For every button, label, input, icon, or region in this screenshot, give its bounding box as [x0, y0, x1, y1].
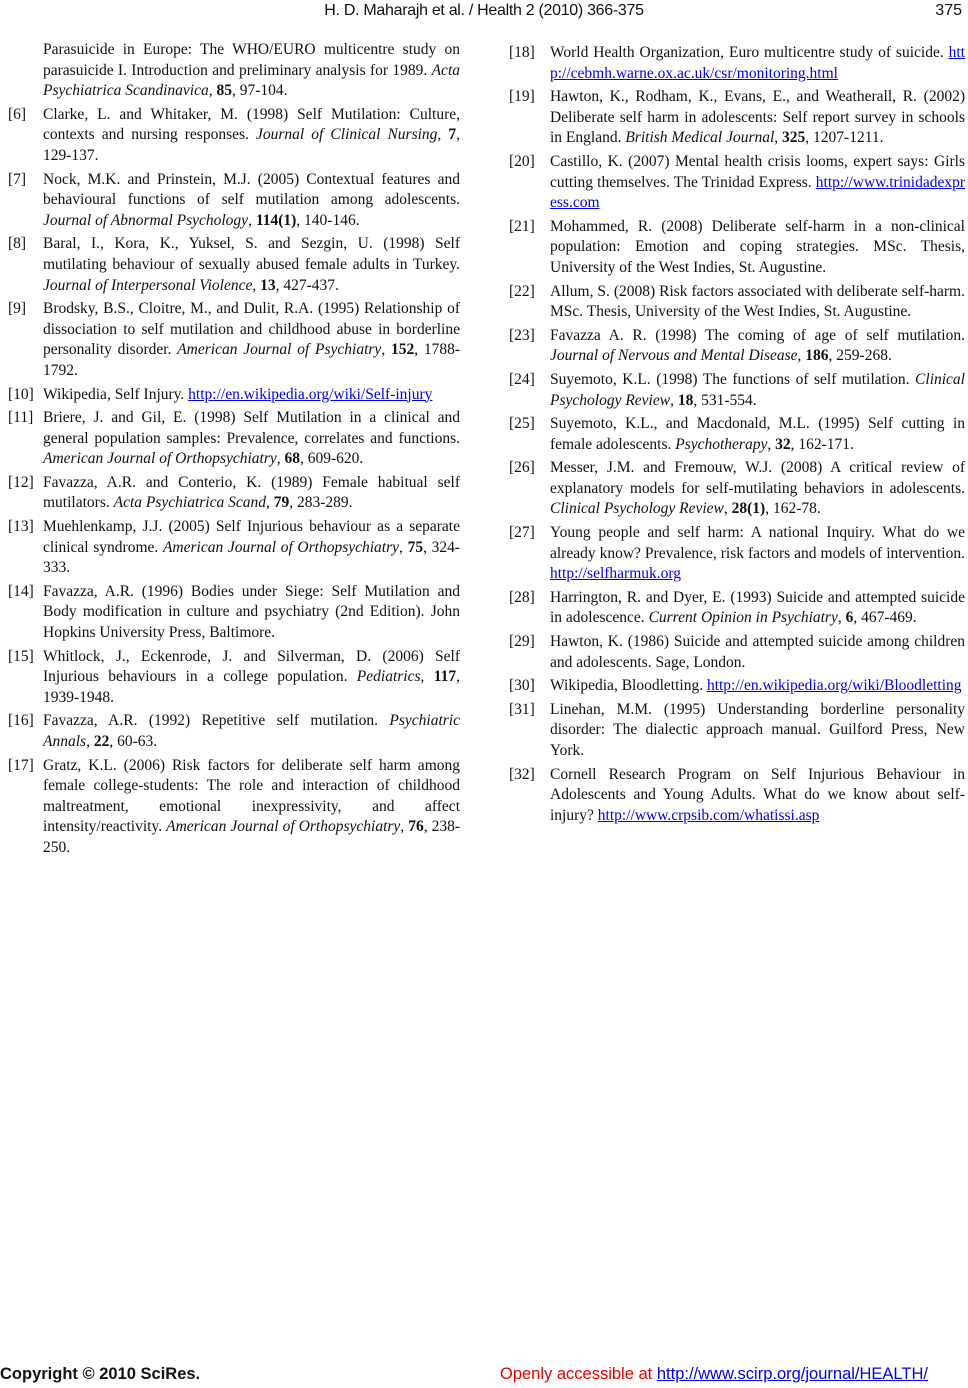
reference-number: [29] — [509, 633, 535, 651]
reference-item — [509, 152, 965, 214]
volume-number: 6 — [845, 609, 854, 627]
reference-item — [8, 385, 460, 406]
reference-text: Clarke, L. and Whitaker, M. (1998) Self Mutilation: Culture, contexts and nursing responses. — [43, 105, 460, 144]
journal-title: Journal of Nervous and Mental Disease — [550, 347, 798, 365]
journal-title: Clinical Psychology Review — [550, 500, 724, 518]
reference-item — [8, 473, 460, 514]
reference-text: , — [420, 668, 434, 686]
volume-number: 75 — [407, 538, 424, 556]
reference-text: , — [670, 391, 678, 409]
volume-number: 32 — [775, 435, 791, 453]
reference-text: , — [723, 500, 732, 518]
journal-title: Psychiatric Annals — [43, 712, 460, 750]
reference-number: [11] — [8, 409, 34, 427]
reference-text: , — [248, 211, 256, 229]
open-access-label: Openly accessible at — [500, 1365, 657, 1383]
reference-text: Brodsky, B.S., Cloitre, M., and Dulit, R.A. (1995) Relationship of dissociation to self mutilation and childhood abuse in borderline personality disorder. — [43, 300, 460, 359]
reference-text: Wikipedia, Self Injury. — [43, 385, 189, 403]
journal-title: American Journal of Psychiatry — [177, 341, 382, 359]
reference-number: [32] — [509, 765, 535, 783]
reference-number: [13] — [8, 518, 34, 536]
reference-text: , 162-171. — [790, 435, 854, 453]
volume-number: 186 — [805, 347, 829, 365]
running-header — [0, 2, 968, 24]
journal-title: Clinical Psychology Review — [550, 370, 965, 409]
volume-number: 76 — [408, 818, 424, 836]
reference-item — [509, 414, 965, 455]
reference-item — [8, 105, 460, 167]
reference-text: Cornell Research Program on Self Injurious Behaviour in Adolescents and Young Adults. What do we know about self-injury? — [550, 765, 965, 824]
journal-title: Psychotherapy — [675, 435, 768, 453]
reference-text: , 467-469. — [853, 609, 917, 627]
reference-text: , 609-620. — [300, 450, 364, 468]
reference-number: [20] — [509, 152, 535, 170]
reference-number: [17] — [8, 756, 34, 774]
reference-number: [28] — [509, 588, 535, 606]
reference-number: [9] — [8, 300, 27, 318]
reference-item — [8, 170, 460, 232]
reference-text: , 324-333. — [43, 538, 461, 577]
reference-text: Young people and self harm: A national Inquiry. What do we already know? Prevalence, risk factors and models of intervention. — [550, 524, 965, 562]
reference-text: Messer, J.M. and Fremouw, W.J. (2008) A critical review of explanatory models for self-mutilating behaviors in adolescents. — [550, 459, 965, 497]
reference-text: Castillo, K. (2007) Mental health crisis looms, expert says: Girls cutting themselves. The Trinidad Express. — [550, 152, 965, 191]
journal-link[interactable]: http://www.scirp.org/journal/HEALTH/ — [656, 1365, 928, 1383]
reference-item — [509, 458, 965, 520]
reference-text: Gratz, K.L. (2006) Risk factors for deliberate self harm among female college-students: The role and interaction of childhood maltreatment, emotional inexpressivity, and affect intensity/reactivity. — [43, 756, 460, 836]
reference-number: [21] — [509, 217, 535, 235]
reference-item — [8, 647, 460, 709]
reference-item — [509, 43, 965, 84]
reference-item — [509, 676, 965, 697]
reference-number: [25] — [509, 415, 535, 433]
reference-text: , 1207-1211. — [805, 129, 884, 147]
reference-item — [8, 711, 460, 752]
reference-text: Suyemoto, K.L., and Macdonald, M.L. (1995) Self cutting in female adolescents. — [550, 415, 965, 453]
reference-number: [24] — [509, 370, 535, 388]
volume-number: 325 — [782, 129, 806, 147]
journal-title: British Medical Journal — [625, 129, 775, 147]
reference-text: , 283-289. — [289, 494, 353, 512]
volume-number: 117 — [433, 668, 457, 686]
reference-number: [23] — [509, 326, 535, 344]
reference-text: Wikipedia, Bloodletting. — [550, 677, 707, 695]
reference-item — [509, 326, 965, 367]
reference-text: , — [797, 347, 806, 365]
reference-number: [10] — [8, 385, 34, 403]
reference-number: [6] — [8, 105, 27, 123]
references-right-column — [509, 43, 965, 829]
reference-number: [12] — [8, 473, 34, 491]
reference-item — [509, 523, 965, 585]
reference-text: , — [767, 435, 776, 453]
reference-text: , 60-63. — [109, 733, 158, 750]
reference-item — [8, 40, 460, 102]
journal-title: Journal of Interpersonal Violence — [43, 276, 253, 294]
reference-link[interactable]: http://cebmh.warne.ox.ac.uk/csr/monitoring.html — [550, 44, 965, 82]
open-access-note — [500, 1365, 928, 1384]
reference-number: [14] — [8, 582, 34, 600]
volume-number: 152 — [390, 341, 415, 359]
reference-text: , 97-104. — [231, 82, 288, 100]
volume-number: 18 — [677, 391, 694, 409]
reference-text: Favazza A. R. (1998) The coming of age of self mutilation. — [550, 326, 965, 344]
reference-link[interactable]: http://www.trinidadexpress.com — [550, 173, 965, 212]
reference-link[interactable]: http://selfharmuk.org — [550, 565, 682, 583]
reference-text: Briere, J. and Gil, E. (1998) Self Mutilation in a clinical and general population samples: Prevalence, correlates and functions. — [43, 409, 460, 447]
reference-item — [509, 370, 965, 411]
reference-text: Favazza, A.R. (1996) Bodies under Siege: Self Mutilation and Body modification in culture and psychiatry (2nd Edition). John Hopkins University Press, Baltimore. — [43, 582, 460, 642]
reference-text: Muehlenkamp, J.J. (2005) Self Injurious behaviour as a separate clinical syndrome. — [43, 518, 460, 556]
reference-text: , 238-250. — [43, 818, 460, 856]
volume-number: 85 — [216, 82, 232, 100]
reference-text: Allum, S. (2008) Risk factors associated with deliberate self-harm. MSc. Thesis, University of the West Indies, St. Augustine. — [550, 282, 965, 321]
reference-text: , 427-437. — [275, 276, 339, 294]
volume-number: 114(1) — [255, 211, 297, 229]
journal-title: Journal of Clinical Nursing — [256, 126, 438, 144]
reference-number: [22] — [509, 282, 535, 300]
reference-text: Suyemoto, K.L. (1998) The functions of self mutilation. — [550, 370, 916, 388]
reference-text: , 259-268. — [828, 347, 892, 365]
page-number: 375 — [935, 2, 962, 19]
reference-text: , 1939-1948. — [43, 668, 460, 706]
reference-text: , — [437, 126, 449, 144]
reference-item — [8, 299, 460, 381]
reference-text: , — [208, 82, 217, 100]
reference-text: Nock, M.K. and Prinstein, M.J. (2005) Contextual features and behavioural functions of self mutilation among adolescents. — [43, 170, 460, 209]
reference-number: [19] — [509, 88, 535, 106]
reference-item — [509, 588, 965, 629]
reference-item — [509, 282, 965, 323]
reference-text: Parasuicide in Europe: The WHO/EURO multicentre study on parasuicide I. Introduction and preliminary analysis for 1989. — [43, 41, 460, 79]
reference-text: Whitlock, J., Eckenrode, J. and Silverman, D. (2006) Self Injurious behaviours in a college population. — [43, 647, 460, 686]
reference-text: Baral, I., Kora, K., Yuksel, S. and Sezgin, U. (1998) Self mutilating behaviour of sexually abused female adults in Turkey. — [43, 235, 460, 273]
reference-item — [8, 517, 460, 579]
reference-text: Favazza, A.R. and Conterio, K. (1989) Female habitual self mutilators. — [43, 473, 460, 512]
reference-text: , 129-137. — [43, 126, 460, 164]
reference-link[interactable]: http://en.wikipedia.org/wiki/Bloodletting — [706, 677, 962, 695]
journal-title: American Journal of Orthopsychiatry — [166, 818, 401, 836]
reference-text: World Health Organization, Euro multicentre study of suicide. — [550, 44, 949, 61]
reference-item — [509, 87, 965, 149]
volume-number: 79 — [273, 494, 290, 512]
reference-item — [509, 632, 965, 673]
reference-item — [8, 408, 460, 470]
references-left-column — [8, 40, 460, 862]
reference-item — [8, 756, 460, 859]
reference-item — [509, 700, 965, 762]
volume-number: 68 — [284, 450, 301, 468]
reference-link[interactable]: http://www.crpsib.com/whatissi.asp — [597, 806, 820, 824]
reference-item — [509, 217, 965, 279]
reference-text: Favazza, A.R. (1992) Repetitive self mutilation. — [43, 712, 390, 730]
reference-text: , — [252, 276, 261, 294]
reference-text: , 162-78. — [765, 500, 821, 518]
journal-title: Pediatrics — [356, 668, 421, 686]
reference-text: , — [265, 494, 274, 512]
copyright: Copyright © 2010 SciRes. — [0, 1365, 201, 1383]
reference-text: Hawton, K. (1986) Suicide and attempted suicide among children and adolescents. Sage, London. — [550, 633, 965, 671]
reference-text: , — [276, 450, 285, 468]
running-title: H. D. Maharajh et al. / Health 2 (2010) 366-375 — [324, 2, 644, 19]
volume-number: 7 — [448, 126, 457, 144]
reference-item — [8, 582, 460, 644]
reference-text: , — [400, 818, 409, 836]
journal-title: Current Opinion in Psychiatry — [648, 609, 838, 627]
reference-item — [509, 765, 965, 827]
reference-text: Mohammed, R. (2008) Deliberate self-harm in a non-clinical population: Emotion and coping strategies. MSc. Thesis, University of the West Indies, St. Augustine. — [550, 217, 965, 276]
reference-text: , 1788-1792. — [43, 341, 460, 379]
reference-text: , — [774, 129, 783, 147]
volume-number: 28(1) — [731, 500, 766, 518]
reference-text: , — [381, 341, 391, 359]
reference-text: , 531-554. — [693, 391, 757, 409]
reference-number: [31] — [509, 700, 535, 718]
reference-number: [8] — [8, 235, 27, 253]
reference-number: [30] — [509, 677, 535, 695]
reference-text: Hawton, K., Rodham, K., Evans, E., and Weatherall, R. (2002) Deliberate self harm in adolescents: Self report survey in schools in England. — [550, 88, 965, 147]
reference-number: [27] — [509, 524, 535, 542]
reference-text: Harrington, R. and Dyer, E. (1993) Suicide and attempted suicide in adolescence. — [550, 588, 965, 627]
reference-number: [18] — [509, 44, 535, 61]
reference-text: , 140-146. — [296, 211, 360, 229]
journal-title: Acta Psychiatrica Scandinavica — [43, 61, 460, 100]
journal-title: Journal of Abnormal Psychology — [43, 211, 249, 229]
reference-number: [7] — [8, 170, 27, 188]
volume-number: 22 — [93, 733, 110, 750]
reference-text: , — [837, 609, 846, 627]
reference-number: [26] — [509, 459, 535, 477]
reference-item — [8, 234, 460, 296]
reference-number: [15] — [8, 647, 34, 665]
reference-text: , — [86, 733, 94, 750]
reference-number: [16] — [8, 712, 34, 730]
journal-title: American Journal of Orthopsychiatry — [162, 538, 400, 556]
journal-title: Acta Psychiatrica Scand — [113, 494, 266, 512]
page-footer — [0, 1365, 968, 1387]
journal-title: American Journal of Orthopsychiatry — [43, 450, 277, 468]
reference-link[interactable]: http://en.wikipedia.org/wiki/Self-injury — [188, 385, 433, 403]
reference-text: , — [399, 538, 408, 556]
volume-number: 13 — [260, 276, 276, 294]
reference-text: Linehan, M.M. (1995) Understanding borderline personality disorder: The dialectic approach manual. Guilford Press, New York. — [550, 700, 965, 759]
